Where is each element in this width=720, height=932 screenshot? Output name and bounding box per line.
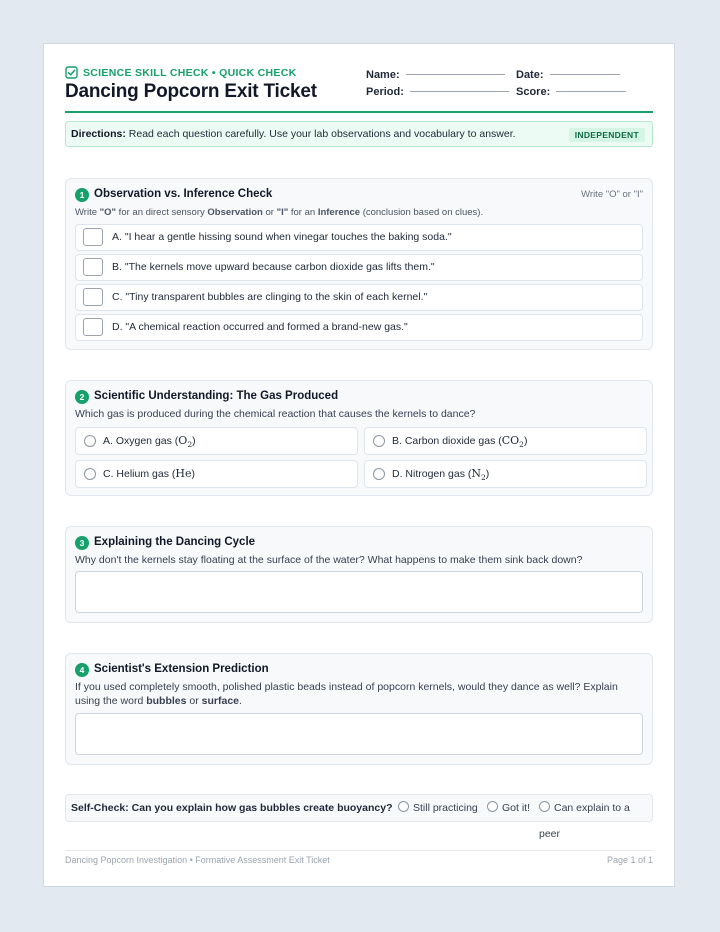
choice-text: D. Nitrogen gas ( (392, 468, 472, 480)
score-field[interactable] (516, 86, 626, 98)
choice-label (392, 428, 527, 458)
instr-i: "I" (276, 207, 289, 218)
chem-formula (178, 434, 193, 450)
option-label: Can explain to a peer (539, 802, 630, 840)
checkbox-check-icon (65, 66, 78, 79)
page-number: Page 1 of 1 (606, 855, 653, 865)
chem-formula (175, 467, 191, 480)
worksheet-content (65, 44, 653, 886)
answer-textarea[interactable] (75, 571, 643, 613)
option-label: C. "Tiny transparent bubbles are clinging to the skin of each kernel." (112, 291, 428, 303)
self-check-option[interactable] (487, 795, 530, 821)
period-label: Period: (366, 86, 404, 98)
radio-button[interactable] (84, 468, 96, 480)
question-text-part: or (186, 695, 202, 707)
footer-left: Dancing Popcorn Investigation • Formative Assessment Exit Ticket (65, 855, 330, 865)
question-title: Observation vs. Inference Check (94, 188, 273, 200)
question-title: Scientist's Extension Prediction (94, 663, 269, 675)
question-number: 4 (75, 663, 89, 677)
question-1-card (65, 178, 653, 350)
choice-text: ) (485, 468, 490, 480)
option-label: D. "A chemical reaction occurred and formed a brand-new gas." (112, 321, 408, 333)
question-instructions (75, 206, 643, 220)
question-number: 3 (75, 536, 89, 550)
date-label: Date: (516, 69, 544, 81)
name-label: Name: (366, 69, 400, 81)
formula: O (178, 434, 188, 447)
formula: N (471, 467, 481, 480)
formula-subscript: 2 (481, 473, 486, 483)
self-check-option[interactable] (398, 795, 478, 821)
answer-box[interactable] (83, 228, 103, 246)
chem-formula (501, 434, 524, 450)
self-check-label: Self-Check: Can you explain how gas bubbles create buoyancy? (71, 802, 393, 814)
instr-text: for an direct sensory (116, 207, 208, 218)
kicker-text: SCIENCE SKILL CHECK • QUICK CHECK (83, 66, 297, 79)
radio-button[interactable] (373, 435, 385, 447)
score-line[interactable] (556, 90, 626, 92)
list-item (75, 314, 643, 341)
chem-formula (471, 467, 486, 483)
worksheet-page (43, 43, 675, 887)
period-line[interactable] (410, 90, 509, 92)
list-item (75, 224, 643, 251)
directions-label: Directions: (71, 128, 126, 140)
list-item (75, 254, 643, 281)
list-item (75, 284, 643, 311)
choice-b[interactable] (364, 427, 647, 455)
formula: He (175, 467, 192, 480)
self-check-bar (65, 794, 653, 840)
question-text-part: If you used completely smooth, polished plastic beads instead of popcorn kernels, would they dance as well? Explain using the word (75, 681, 618, 707)
instr-o: "O" (99, 207, 117, 218)
independent-badge: INDEPENDENT (569, 128, 645, 142)
question-4-card (65, 653, 653, 765)
instr-text: or (262, 207, 277, 218)
instr-text: (conclusion based on clues). (360, 207, 484, 218)
choice-label (103, 428, 196, 458)
instr-text: Write (75, 207, 100, 218)
choice-text: ) (523, 435, 528, 447)
choice-text: C. Helium gas ( (103, 468, 176, 480)
question-text: Why don't the kernels stay floating at the surface of the water? What happens to make them sink back down? (75, 554, 583, 566)
radio-button[interactable] (487, 801, 498, 812)
date-field[interactable] (516, 69, 620, 81)
question-text (75, 680, 643, 708)
question-2-card (65, 380, 653, 496)
directions-text: Read each question carefully. Use your lab observations and vocabulary to answer. (128, 128, 516, 140)
formula-subscript: 2 (519, 440, 524, 450)
name-field[interactable] (366, 69, 505, 81)
worksheet-kicker (65, 66, 296, 79)
page-title: Dancing Popcorn Exit Ticket (65, 81, 317, 102)
period-field[interactable] (366, 86, 509, 98)
choice-d[interactable] (364, 460, 647, 488)
question-title: Explaining the Dancing Cycle (94, 536, 256, 548)
option-label: Got it! (502, 802, 531, 814)
choice-text: A. Oxygen gas ( (103, 435, 179, 447)
self-check-option[interactable] (539, 795, 652, 847)
question-text-part: . (239, 695, 242, 707)
directions-box (65, 121, 653, 147)
option-label: Still practicing (413, 802, 478, 814)
question-3-card (65, 526, 653, 623)
question-title: Scientific Understanding: The Gas Produced (94, 390, 339, 402)
formula-subscript: 2 (187, 440, 193, 450)
score-label: Score: (516, 86, 551, 98)
question-text: Which gas is produced during the chemical reaction that causes the kernels to dance? (75, 408, 476, 420)
option-label: A. "I hear a gentle hissing sound when vinegar touches the baking soda." (112, 231, 452, 243)
choice-label (103, 461, 195, 487)
option-label: B. "The kernels move upward because carbon dioxide gas lifts them." (112, 261, 435, 273)
question-hint: Write "O" or "I" (581, 189, 643, 200)
answer-box[interactable] (83, 288, 103, 306)
instr-inference: Inference (317, 207, 361, 218)
choice-text: ) (192, 435, 196, 447)
date-line[interactable] (550, 73, 620, 75)
choice-c[interactable] (75, 460, 358, 488)
answer-textarea[interactable] (75, 713, 643, 755)
radio-button[interactable] (373, 468, 385, 480)
instr-text: for an (288, 207, 318, 218)
choice-a[interactable] (75, 427, 358, 455)
answer-box[interactable] (83, 258, 103, 276)
radio-button[interactable] (398, 801, 409, 812)
name-line[interactable] (406, 73, 505, 75)
radio-button[interactable] (84, 435, 96, 447)
formula: CO (501, 434, 520, 447)
choice-text: B. Carbon dioxide gas ( (392, 435, 502, 447)
choice-label (392, 461, 489, 491)
header-divider (65, 111, 653, 113)
radio-button[interactable] (539, 801, 550, 812)
question-number: 1 (75, 188, 89, 202)
footer-divider (65, 850, 653, 851)
instr-observation: Observation (207, 207, 263, 218)
keyword-surface: surface (201, 695, 240, 707)
question-number: 2 (75, 390, 89, 404)
answer-box[interactable] (83, 318, 103, 336)
choice-text: ) (191, 468, 195, 480)
keyword-bubbles: bubbles (146, 695, 187, 707)
